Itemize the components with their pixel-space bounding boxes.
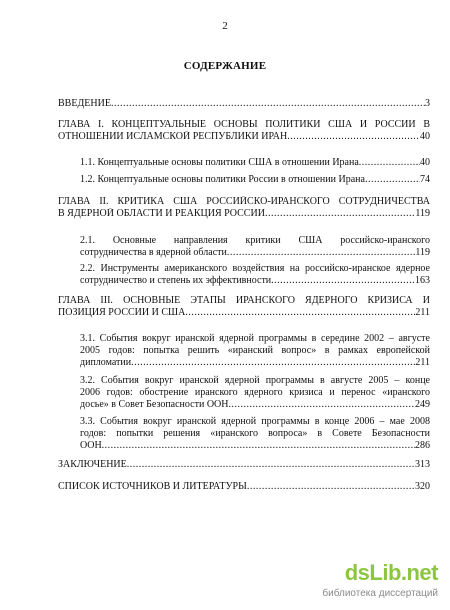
leader-dots <box>247 481 415 493</box>
leader-dots <box>185 307 415 319</box>
leader-dots <box>131 357 415 369</box>
leader-dots <box>227 247 415 259</box>
toc-entry-label-line: ПОЗИЦИЯ РОССИИ И США <box>58 307 186 318</box>
toc-entry-chapter-3[interactable] <box>58 295 430 319</box>
toc-entry-label-line: 3.2. События вокруг иранской ядерной программы в августе 2005 – конце <box>80 375 430 386</box>
toc-entry-page: 74 <box>420 174 430 185</box>
toc-entry-label-line: 3.1. События вокруг иранской ядерной программы в середине 2002 – августе <box>80 333 430 344</box>
toc-entry-section-2-1[interactable] <box>80 235 430 259</box>
toc-entry-label: ЗАКЛЮЧЕНИЕ <box>58 459 127 470</box>
toc-entry-sources[interactable] <box>58 481 430 493</box>
toc-entry-label: 1.1. Концептуальные основы политики США в отношении Ирана <box>80 157 359 168</box>
toc-entry-label-line: ГЛАВА I. КОНЦЕПТУАЛЬНЫЕ ОСНОВЫ ПОЛИТИКИ США И РОССИИ В <box>58 119 430 130</box>
toc-entry-chapter-2[interactable] <box>58 196 430 220</box>
leader-dots <box>287 131 420 143</box>
toc-entry-label-line: 2.2. Инструменты американского воздействия на российско-иранское ядерное <box>80 263 430 274</box>
toc-entry-section-2-2[interactable] <box>80 263 430 287</box>
leader-dots <box>229 399 416 411</box>
leader-dots <box>365 174 420 186</box>
leader-dots <box>265 208 415 220</box>
toc-entry-label-line: ОТНОШЕНИИ ИСЛАМСКОЙ РЕСПУБЛИКИ ИРАН <box>58 131 288 142</box>
toc-entry-page: 211 <box>415 357 430 368</box>
toc-entry-label-line: досье» в Совет Безопасности ООН <box>80 399 229 410</box>
leader-dots <box>127 459 415 471</box>
toc-entry-label: СПИСОК ИСТОЧНИКОВ И ЛИТЕРАТУРЫ <box>58 481 247 492</box>
toc-entry-label-line: 2005 годов: попытка решить «иранский вопрос» в рамках европейской <box>80 345 430 356</box>
toc-entry-section-3-3[interactable] <box>80 416 430 452</box>
toc-entry-page: 286 <box>415 440 430 451</box>
toc-entry-chapter-1[interactable] <box>58 119 430 143</box>
toc-entry-label: ВВЕДЕНИЕ <box>58 98 111 109</box>
leader-dots <box>111 98 425 110</box>
leader-dots <box>102 440 415 452</box>
toc-entry-label-line: сотрудничество и степень их эффективности <box>80 275 272 286</box>
toc-entry-page: 40 <box>420 157 430 168</box>
page-number: 2 <box>222 20 228 32</box>
toc-entry-label-line: ООН <box>80 440 102 451</box>
leader-dots <box>271 275 415 287</box>
toc-entry-intro[interactable] <box>58 98 430 110</box>
toc-entry-section-3-1[interactable] <box>80 333 430 369</box>
toc-entry-label-line: ГЛАВА II. КРИТИКА США РОССИЙСКО-ИРАНСКОГО СОТРУДНИЧЕСТВА <box>58 196 430 207</box>
toc-entry-section-1-2[interactable] <box>80 174 430 186</box>
toc-entry-page: 211 <box>415 307 430 318</box>
watermark-subtitle: библиотека диссертаций <box>322 588 438 599</box>
toc-entry-label-line: сотрудничества в ядерной области <box>80 247 227 258</box>
toc-entry-label-line: годов: попытки решения «иранского вопроса» в Совете Безопасности <box>80 428 430 439</box>
toc-entry-label: 1.2. Концептуальные основы политики России в отношении Ирана <box>80 174 365 185</box>
toc-entry-label-line: 3.3. События вокруг иранской ядерной программы в конце 2006 – мае 2008 <box>80 416 430 427</box>
toc-entry-section-3-2[interactable] <box>80 375 430 411</box>
toc-title: СОДЕРЖАНИЕ <box>183 60 267 72</box>
toc-entry-page: 313 <box>415 459 430 470</box>
toc-entry-page: 3 <box>425 98 430 109</box>
watermark-logo: dsLib.net <box>344 560 438 585</box>
toc-entry-label-line: дипломатии <box>80 357 132 368</box>
toc-entry-conclusion[interactable] <box>58 459 430 471</box>
toc-entry-page: 119 <box>415 247 430 258</box>
toc-entry-label-line: 2006 годов: обострение иранского ядерного кризиса и перенос «иранского <box>80 387 430 398</box>
toc-entry-label-line: В ЯДЕРНОЙ ОБЛАСТИ И РЕАКЦИЯ РОССИИ <box>58 208 265 219</box>
toc-entry-page: 40 <box>420 131 430 142</box>
toc-entry-page: 249 <box>415 399 430 410</box>
toc-entry-page: 320 <box>415 481 430 492</box>
toc-entry-page: 163 <box>415 275 430 286</box>
leader-dots <box>359 157 420 169</box>
toc-entry-page: 119 <box>415 208 430 219</box>
toc-entry-label-line: 2.1. Основные направления критики США российско-иранского <box>80 235 430 246</box>
toc-entry-section-1-1[interactable] <box>80 157 430 169</box>
watermark <box>310 560 438 604</box>
toc-entry-label-line: ГЛАВА III. ОСНОВНЫЕ ЭТАПЫ ИРАНСКОГО ЯДЕРНОГО КРИЗИСА И <box>58 295 430 306</box>
